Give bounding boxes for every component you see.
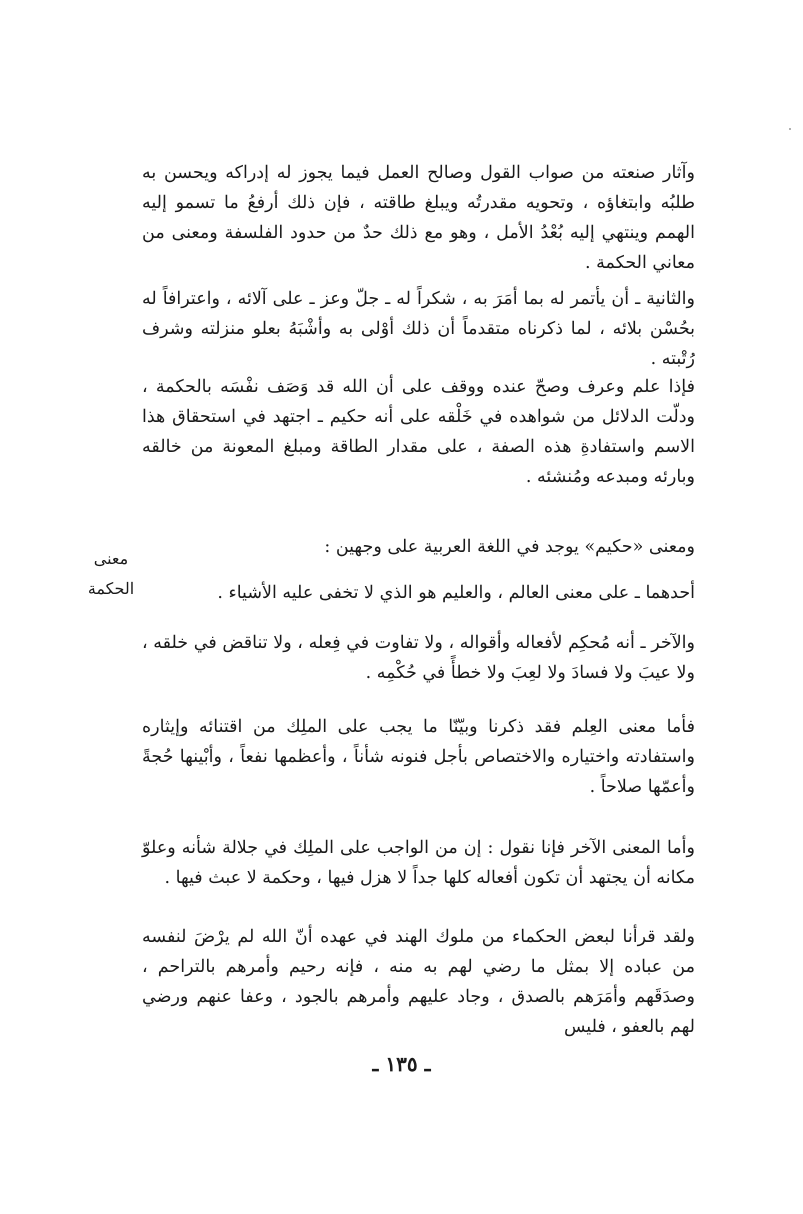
paragraph-5 xyxy=(142,578,695,608)
paragraph-text: وآثار صنعته من صواب القول وصالح العمل فيما يجوز له إدراكه ويحسن به طلبُه وابتغاؤه ، وتحويه مقدرتُه ويبلغ طاقته ، فإن ذلك أرفعُ ما تسمو إليه الهمم وينتهي إليه بُعْدُ الأمل ، وهو مع ذلك حدٌ من حدود الفلسفة ومعنى من معاني الحكمة . xyxy=(142,163,695,273)
paragraph-text: والثانية ـ أن يأتمر له بما أمَرَ به ، شكراً له ـ جلّ وعز ـ على آلائه ، واعترافاً له بحُسْن بلائه ، لما ذكرناه متقدماً أن ذلك أوْلى به وأشْبَهُ بعلو منزلته وشرف رُتْبته . xyxy=(142,289,695,369)
paragraph-9 xyxy=(142,922,695,1042)
paragraph-text: أحدهما ـ على معنى العالم ، والعليم هو الذي لا تخفى عليه الأشياء . xyxy=(217,583,695,603)
paragraph-text: والآخر ـ أنه مُحكِم لأفعاله وأقواله ، ولا تفاوت في فِعله ، ولا تناقض في خلقه ، ولا عيبَ ولا فسادَ ولا لعِبَ ولا خطأً في حُكْمِه . xyxy=(142,633,695,683)
scan-speck xyxy=(789,128,791,130)
paragraph-2 xyxy=(142,284,695,374)
paragraph-3 xyxy=(142,372,695,492)
paragraph-text: فإذا علم وعرف وصحّ عنده ووقف على أن الله قد وَصَف نفْسَه بالحكمة ، ودلّت الدلائل من شواهده في خَلْقه على أنه حكيم ـ اجتهد في استحقاق هذا الاسم واستفادةِ هذه الصفة ، على مقدار الطاقة ومبلغ المعونة من خالقه وبارئه ومبدعه ومُنشئه . xyxy=(142,377,695,487)
paragraph-text: فأما معنى العِلم فقد ذكرنا وبيّنّا ما يجب على الملِك من اقتنائه وإيثاره واستفادته واختياره والاختصاص بأجل فنونه شأناً ، وأعظمها نفعاً ، وأبْينها حُجةً وأعمّها صلاحاً . xyxy=(142,717,695,797)
paragraph-text: وأما المعنى الآخر فإنا نقول : إن من الواجب على الملِك في جلالة شأنه وعلوّ مكانه أن يجتهد أن تكون أفعاله كلها جداً لا هزل فيها ، وحكمة لا عبث فيها . xyxy=(142,838,695,888)
paragraph-6 xyxy=(142,628,695,688)
page-number: ـ ١٣٥ ـ xyxy=(372,1052,431,1076)
paragraph-4 xyxy=(142,532,695,562)
paragraph-text: ومعنى «حكيم» يوجد في اللغة العربية على وجهين : xyxy=(324,537,695,557)
paragraph-text: ولقد قرأنا لبعض الحكماء من ملوك الهند في عهده أنّ الله لم يرْضَ لنفسه من عباده إلا بمثل ما رضي لهم به منه ، فإنه رحيم وأمرهم بالتراحم ، وصدَقَهم وأمَرَهم بالصدق ، وجاد عليهم وأمرهم بالجود ، وعفا عنهم ورضي لهم بالعفو ، فليس xyxy=(142,927,695,1037)
margin-heading-line-2: الحكمة xyxy=(87,579,135,598)
margin-heading-line-1: معنى xyxy=(93,549,129,568)
paragraph-8 xyxy=(142,833,695,893)
margin-heading xyxy=(78,544,144,604)
paragraph-1 xyxy=(142,158,695,278)
paragraph-7 xyxy=(142,712,695,802)
